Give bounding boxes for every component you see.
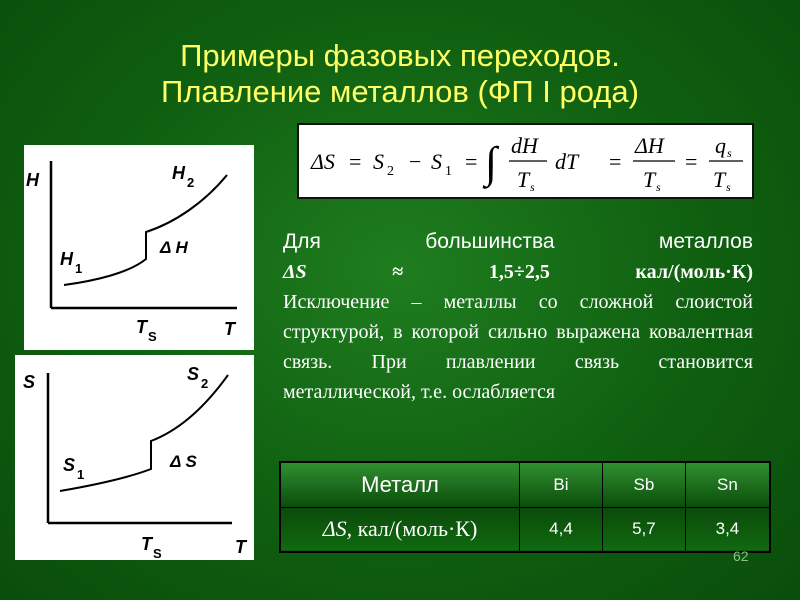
table-cell-bi: 4,4	[520, 507, 603, 552]
description-line-1: Для большинства металлов	[283, 230, 753, 253]
row-label-unit: кал/(моль·К)	[352, 516, 478, 542]
entropy-ts-sub: S	[153, 546, 162, 560]
enthalpy-graph	[24, 145, 254, 350]
enthalpy-ts-label: T	[136, 317, 147, 337]
formula-ts-2-sub: s	[656, 180, 661, 194]
table-row	[280, 507, 770, 552]
formula-minus: −	[409, 149, 422, 174]
formula-ts-3: T	[713, 167, 726, 192]
formula-ts-3-sub: s	[726, 180, 731, 194]
entropy-formula	[297, 123, 754, 199]
page-number: 62	[733, 548, 749, 564]
enthalpy-y-label: H	[26, 170, 39, 190]
title-line-1: Примеры фазовых переходов.	[180, 38, 620, 73]
description-approx: ≈	[392, 261, 404, 283]
h2-sub: 2	[187, 175, 195, 190]
h2-label: H	[172, 163, 185, 183]
table-header-metal: Металл	[280, 462, 520, 507]
slide-title	[0, 38, 800, 110]
formula-eq-1: =	[349, 149, 362, 174]
formula-s1: S	[431, 149, 442, 174]
h1-sub: 1	[75, 261, 83, 276]
table-header-bi: Bi	[520, 462, 603, 507]
formula-s2-sub: 2	[387, 164, 394, 179]
enthalpy-graph-svg	[24, 145, 254, 350]
row-label-symbol: ΔS,	[322, 516, 353, 542]
enthalpy-x-label: T	[224, 319, 235, 339]
formula-dt: dT	[555, 149, 579, 174]
formula-eq-4: =	[685, 149, 698, 174]
formula-eq-2: =	[465, 149, 478, 174]
table-header-sb: Sb	[602, 462, 685, 507]
description-unit: кал/(моль·К)	[635, 261, 753, 283]
entropy-ts-label: T	[141, 534, 152, 554]
h1-label: H	[60, 249, 73, 269]
formula-integral: ∫	[485, 138, 498, 187]
formula-svg	[299, 125, 752, 197]
description-line-2	[283, 257, 753, 287]
enthalpy-curve	[64, 175, 227, 285]
formula-s2: S	[373, 149, 384, 174]
formula-delta-s: ΔS	[311, 149, 335, 174]
enthalpy-ts-sub: S	[148, 329, 157, 344]
formula-delta-h: ΔH	[635, 133, 664, 158]
entropy-graph	[15, 355, 254, 560]
description-range: 1,5÷2,5	[488, 261, 550, 283]
delta-h-label: Δ H	[160, 238, 188, 257]
melting-entropy-table	[279, 461, 771, 553]
table-header-sn: Sn	[685, 462, 770, 507]
description-delta-s: ΔS	[283, 261, 307, 283]
table-cell-sb: 5,7	[602, 507, 685, 552]
s1-label: S	[63, 455, 76, 475]
description-exception: Исключение – металлы со сложной слоистой структурой, в которой сильно выражена ковалентная связь. При плавлении связь становится металлической, т.е. ослабляется	[283, 291, 753, 403]
formula-dh: dH	[511, 133, 538, 158]
s1-sub: 1	[77, 467, 85, 482]
formula-ts-1: T	[517, 167, 530, 192]
table-header-row	[280, 462, 770, 507]
table-cell-sn: 3,4	[685, 507, 770, 552]
s2-sub: 2	[201, 376, 209, 391]
formula-s1-sub: 1	[445, 164, 452, 179]
entropy-y-label: S	[23, 372, 36, 392]
s2-label: S	[187, 364, 200, 384]
title-line-2: Плавление металлов (ФП I рода)	[161, 74, 639, 109]
entropy-curve	[60, 375, 228, 491]
entropy-x-label: T	[235, 537, 246, 557]
formula-ts-1-sub: s	[530, 180, 535, 194]
formula-ts-2: T	[643, 167, 656, 192]
entropy-graph-svg	[15, 355, 254, 560]
description-text	[283, 227, 753, 407]
delta-s-label: Δ S	[170, 452, 197, 471]
table-row-label	[280, 507, 520, 552]
formula-eq-3: =	[609, 149, 622, 174]
formula-qs-sub: s	[727, 146, 732, 160]
formula-qs: q	[715, 133, 726, 158]
